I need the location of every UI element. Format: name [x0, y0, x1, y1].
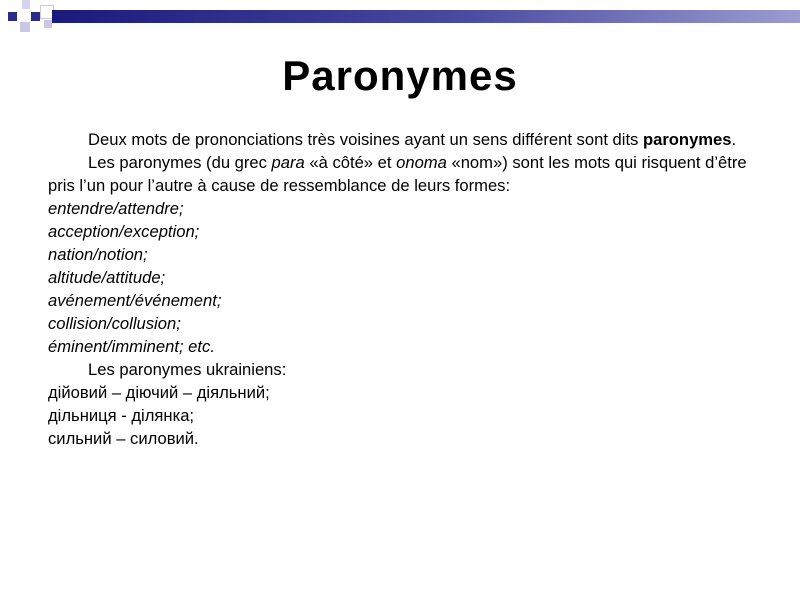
etymology-paragraph: [48, 151, 758, 197]
greek-word-para: para: [271, 153, 305, 172]
ukrainian-intro: Les paronymes ukrainiens:: [88, 360, 287, 379]
term-paronymes: paronymes: [642, 130, 732, 149]
etymology-text-3: «nom») sont les mots qui risquent d’être pris l’un pour l’autre à cause de ressemblance de leurs formes:: [48, 153, 747, 195]
decor-square: [20, 22, 30, 32]
decor-square: [22, 0, 30, 9]
etymology-text-2: «à côté» et: [304, 153, 397, 172]
slide-body: [48, 128, 758, 450]
decor-square: [31, 12, 40, 21]
ukrainian-example: дільниця - ділянка;: [48, 406, 195, 425]
definition-text: Deux mots de prononciations très voisines ayant un sens différent sont dits: [88, 130, 643, 149]
slide-title: Paronymes: [282, 52, 518, 99]
decor-square: [8, 12, 17, 21]
greek-word-onoma: onoma: [396, 153, 447, 172]
ukrainian-example: сильний – силовий.: [48, 429, 199, 448]
example-item: altitude/attitude;: [48, 268, 166, 287]
example-item: nation/notion;: [48, 245, 148, 264]
etymology-text-1: Les paronymes (du grec: [88, 153, 272, 172]
example-item: entendre/attendre;: [48, 199, 184, 218]
top-gradient-bar: [52, 10, 800, 23]
example-item: avénement/événement;: [48, 291, 222, 310]
definition-end: .: [731, 130, 737, 149]
example-item: éminent/imminent; etc.: [48, 337, 215, 356]
decor-square: [44, 20, 52, 28]
example-item: collision/collusion;: [48, 314, 181, 333]
definition-paragraph: [48, 128, 758, 151]
ukrainian-example: дійовий – діючий – діяльний;: [48, 383, 270, 402]
example-item: acception/exception;: [48, 222, 200, 241]
